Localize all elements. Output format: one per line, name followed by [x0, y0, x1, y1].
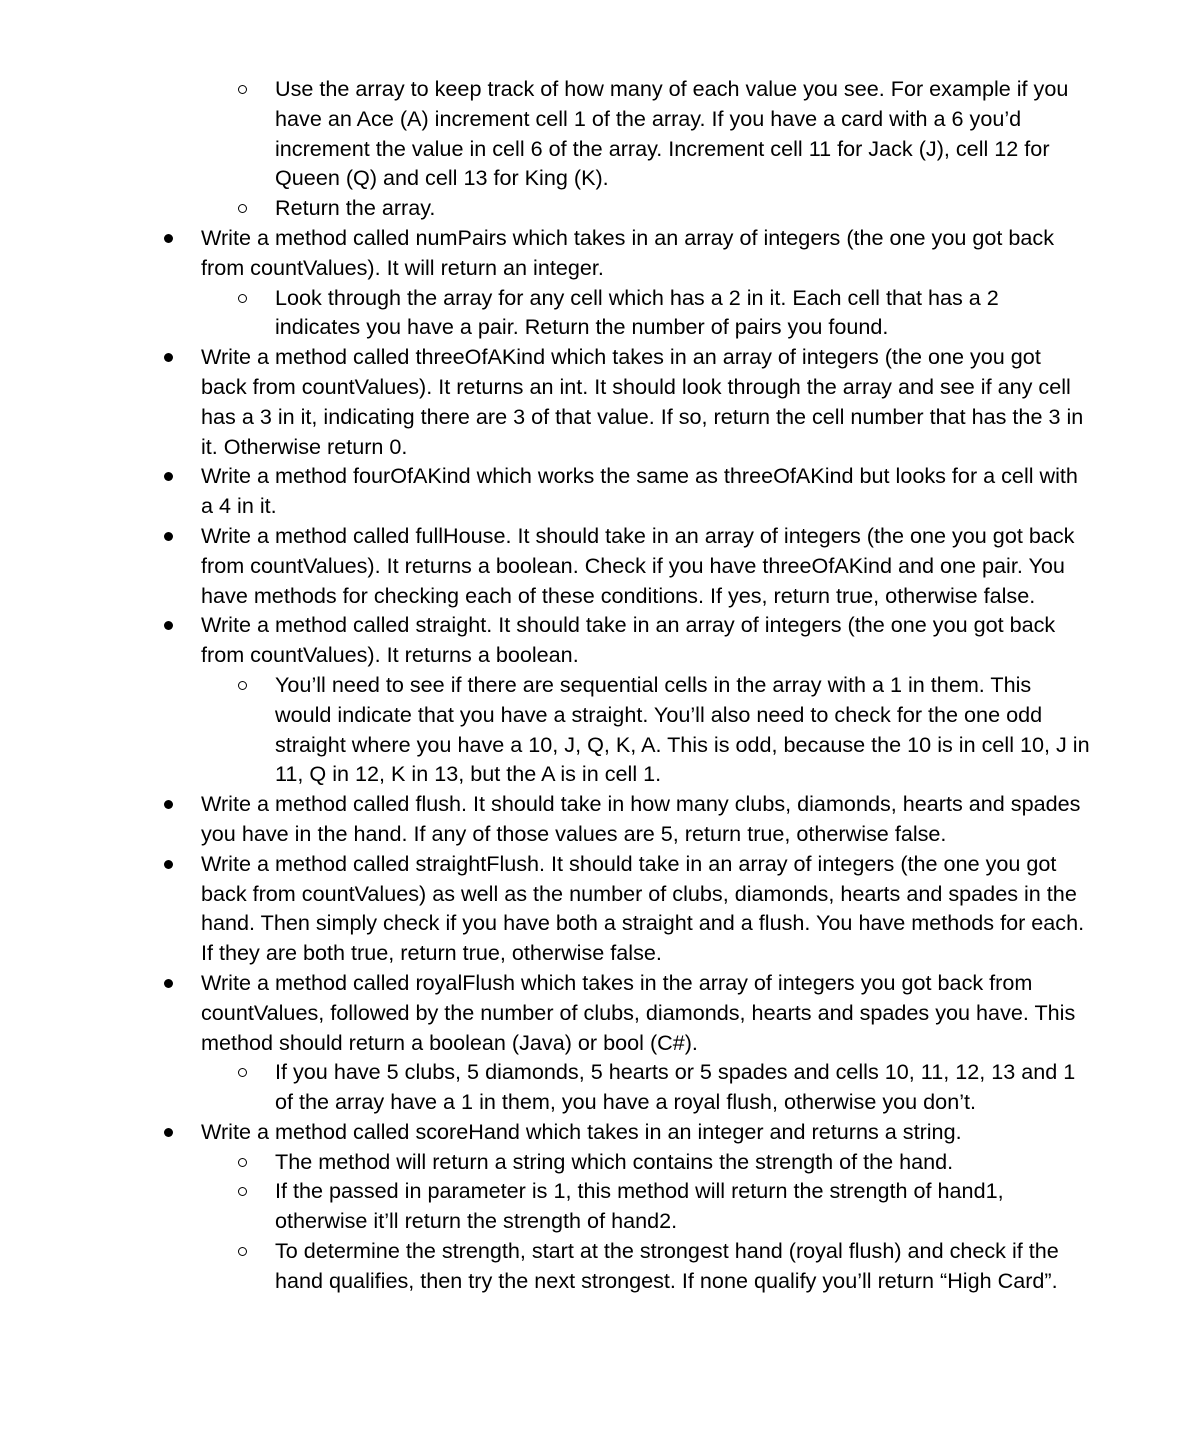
list-item-text: The method will return a string which contains the strength of the hand. [275, 1148, 954, 1174]
filled-bullet-icon [164, 342, 174, 372]
list-item-text: Write a method called flush. It should take in how many clubs, diamonds, hearts and spades you have in the hand. If any of those values are 5, return true, otherwise false. [201, 791, 1081, 846]
filled-bullet-icon [164, 521, 174, 551]
document-body [0, 74, 1199, 1296]
list-item [201, 849, 1091, 968]
list-item-text: Write a method called fullHouse. It should take in an array of integers (the one you got back from countValues). It returns a boolean. Check if you have threeOfAKind and one pair. You have methods for checking each of these conditions. If yes, return true, otherwise false. [201, 522, 1075, 608]
list-item [275, 193, 1090, 223]
list-item-text: Write a method fourOfAKind which works the same as threeOfAKind but looks for a cell with a 4 in it. [201, 463, 1078, 519]
hollow-bullet-icon [238, 670, 249, 700]
filled-bullet-icon [164, 789, 174, 819]
list-item [275, 670, 1090, 789]
list-item [275, 74, 1090, 193]
list-item-text: Write a method called straightFlush. It should take in an array of integers (the one you got back from countValues) as well as the number of clubs, diamonds, hearts and spades in the hand. Then simply check if you have both a straight and a flush. You have methods for each. If they are both true, return true, otherwise false. [201, 850, 1085, 966]
list-item [275, 1236, 1090, 1296]
list-item-text: Look through the array for any cell which has a 2 in it. Each cell that has a 2 indicates you have a pair. Return the number of pairs you found. [275, 284, 999, 340]
list-item [201, 1117, 1091, 1147]
hollow-bullet-icon [238, 283, 249, 313]
list-item [201, 521, 1091, 610]
list-item-text: Write a method called numPairs which takes in an array of integers (the one you got back from countValues). It will return an integer. [201, 224, 1054, 280]
list-item-text: If the passed in parameter is 1, this method will return the strength of hand1, otherwise it’ll return the strength of hand2. [275, 1178, 1004, 1234]
filled-bullet-icon [164, 223, 174, 253]
filled-bullet-icon [164, 849, 174, 879]
list-item-text: Write a method called scoreHand which takes in an integer and returns a string. [201, 1118, 962, 1144]
hollow-bullet-icon [238, 74, 249, 104]
filled-bullet-icon [164, 610, 174, 640]
hollow-bullet-icon [238, 1236, 249, 1266]
list-item-text: Write a method called threeOfAKind which takes in an array of integers (the one you got back from countValues). It returns an int. It should look through the array and see if any cell has a 3 in it, indicating there are 3 of that value. If so, return the cell number that has the 3 in it. Otherwise return 0. [201, 344, 1084, 459]
list-item [275, 1147, 1090, 1177]
filled-bullet-icon [164, 461, 174, 491]
hollow-bullet-icon [238, 1057, 249, 1087]
list-item-text: If you have 5 clubs, 5 diamonds, 5 hearts or 5 spades and cells 10, 11, 12, 13 and 1 of the array have a 1 in them, you have a royal flush, otherwise you don’t. [275, 1059, 1076, 1115]
list-item-text: To determine the strength, start at the strongest hand (royal flush) and check if the hand qualifies, then try the next strongest. If none qualify you’ll return “High Card”. [275, 1238, 1059, 1293]
filled-bullet-icon [164, 968, 174, 998]
list-item [201, 610, 1091, 670]
hollow-bullet-icon [238, 1147, 249, 1177]
list-item [201, 968, 1091, 1057]
list-item-text: Write a method called royalFlush which takes in the array of integers you got back from countValues, followed by the number of clubs, diamonds, hearts and spades you have. This method should return a boolean (Java) or bool (C#). [201, 969, 1076, 1055]
hollow-bullet-icon [238, 1176, 249, 1206]
list-item [201, 342, 1091, 461]
hollow-bullet-icon [238, 193, 249, 223]
list-item [275, 1176, 1090, 1236]
list-item [201, 789, 1091, 849]
list-item-text: You’ll need to see if there are sequential cells in the array with a 1 in them. This would indicate that you have a straight. You’ll also need to check for the one odd straight where you have a 10, J, Q, K, A. This is odd, because the 10 is in cell 10, J in 11, Q in 12, K in 13, but the A is in cell 1. [275, 671, 1090, 787]
list-item [201, 223, 1091, 283]
list-item [275, 283, 1090, 343]
list-item-text: Write a method called straight. It should take in an array of integers (the one you got back from countValues). It returns a boolean. [201, 612, 1056, 668]
list-item-text: Return the array. [275, 195, 436, 221]
list-item-text: Use the array to keep track of how many of each value you see. For example if you have an Ace (A) increment cell 1 of the array. If you have a card with a 6 you’d increment the value in cell 6 of the array. Increment cell 11 for Jack (J), cell 12 for Queen (Q) and cell 13 for King (K). [275, 76, 1069, 191]
filled-bullet-icon [164, 1117, 174, 1147]
list-item [275, 1057, 1090, 1117]
list-item [201, 461, 1091, 521]
